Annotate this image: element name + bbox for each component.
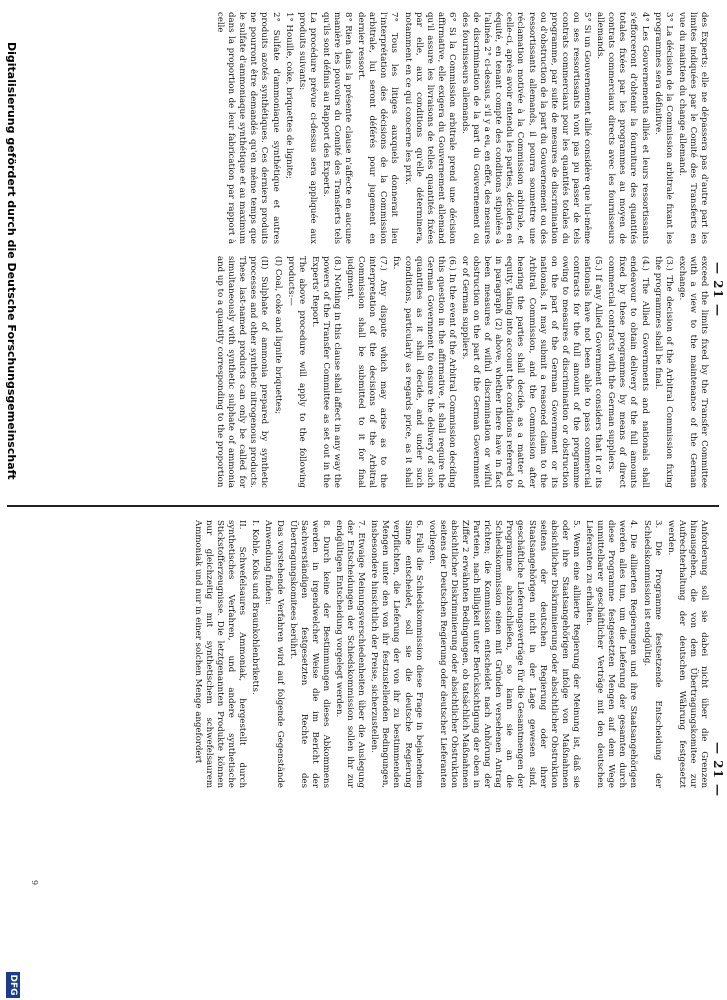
paragraph: 7. Etwaige Meinungsverschiedenheiten über die Auslegung der Entscheidungen der Schiedskommission sollen ihr zur endgültigen Entscheidung vorgelegt werden. — [334, 520, 367, 788]
page-number-left: — 21 — — [711, 262, 725, 318]
paragraph: (8.) Nothing in this clause shall affect in any way the powers of the Transfer Committee as set out in the Experts' Report. — [309, 256, 342, 488]
paragraph: 8° Rien dans la présente clause n'affecte en aucune manière les pouvoirs du Comité des Transferts tels qu'ils sont définis au Rapport des Experts. — [320, 12, 354, 244]
paragraph: 5. Wenn eine alliierte Regierung der Meinung ist, daß sie oder ihre Staatsangehörigen infolge von Maßnahmen absichtlicher Diskriminierung oder absichtlicher Obstruktion seitens der deutschen Regierung oder ihrer Staatsangehörigen nicht in der Lage gewesen sind, geschäftliche Lieferungsverträge für die Gesamtmengen der Programme abzuschließen, so kann sie an die Schiedskommission einen mit Gründen versehenen Antrag richten; die Kommission entscheidet nach Anhörung der Parteien, nach Billigkeit unter Berücksichtigung der oben in Ziffer 2 erwähnten Bedingungen, ob tatsächlich Maßnahmen absichtlicher Diskriminierung oder absichtlicher Obstruktion seitens der Deutschen Regierung oder deutscher Lieferanten vorliegen. — [426, 520, 581, 788]
paragraph: (3.) The decision of the Arbitral Commission fixing the programmes shall be final. — [652, 256, 674, 488]
paragraph: The above procedure will apply to the following products:— — [285, 256, 307, 488]
dfg-logo: DFG — [6, 972, 20, 998]
paragraph: 4. Die alliierten Regierungen und ihre Staatsangehörigen werden alles tun, um die Lieferung der gesamten durch diese Programme festgesetzten Mengen auf dem Wege unmittelbarer geschäftlicher Verträge mit den deutschen Lieferanten zu erhalten. — [584, 520, 639, 788]
paragraph: Anforderung soll sie dabei nicht über die Grenzen hinausgehen, die von dem Übertragungskomitee zur Aufrechterhaltung der deutschen Währung festgesetzt werden. — [665, 520, 709, 788]
paragraph: Das vorstehende Verfahren wird auf folgende Gegenstände Anwendung finden: — [263, 520, 285, 788]
german-column — [19, 520, 709, 788]
paragraph: 4° Les Gouvernements alliés et leurs ressortissants s'efforceront d'obtenir la fourniture des quantités totales fixées par les programmes au moyen de contrats commerciaux directs avec les fournisseurs allemands. — [595, 12, 650, 244]
paragraph: exceed the limits fixed by the Transfer Committee with a view to the maintenance of the German exchange. — [676, 256, 709, 488]
footer-strip — [0, 0, 22, 1000]
paragraph: 6. Falls die Schiedskommission diese Frage in bejahendem Sinne entscheidet, soll sie die deutsche Regierung verpflichten, die Lieferung der von ihr zu bestimmenden Mengen unter den von ihr festzustellenden Bedingungen, insbesondere hinsichtlich der Preise, sicherzustellen. — [369, 520, 424, 788]
paragraph: (7.) Any dispute which may arise as to the interpretation of the decisions of the Arbitral Commission shall be submitted to it for final judgment. — [345, 256, 389, 488]
margin-mark: 9 — [30, 880, 39, 886]
footer-text: Digitalisierung gefördert durch die Deutsche Forschungsgemeinschaft — [5, 42, 18, 480]
paragraph: 5° Si un Gouvernement allié considère que lui-même ou ses ressortissants n'ont pas pu passer de tels contrats commerciaux pour les quantités totales du programme, par suite de mesures de discrimination ou d'obstruction de la part du Gouvernement ou des ressortissants allemands, il pourra soumettre une réclamation motivée à la Commission arbitrale, et celle-ci, après avoir entendu les parties, décidera en équité, en tenant compte des conditions stipulées à l'alinéa 2° ci-dessus, s'il y a eu, en effet, des mesures de discrimination de la part du Gouvernement ou des fournisseurs allemands. — [460, 12, 593, 244]
paragraph: I. Kohle, Koks und Braunkohlenbriketts. — [250, 520, 261, 695]
paragraph: 1° Houille, coke, briquettes de lignite; — [283, 12, 294, 179]
paragraph: 8. Durch keine der Bestimmungen dieses Abkommens werden in irgendwelcher Weise die im Bericht der Sachverständigen festgesetzten Rechte des Übertragungskomitees berührt. — [287, 520, 331, 788]
paragraph: (II) Sulphate of ammonia prepared by synthetic processes and other synthetic nitrogenous products. These last-named products can only be called for simultaneously with synthetic sulphate of ammonia and up to a quantity corresponding to the proportion — [215, 256, 270, 488]
paragraph: 3° La décision de la Commission arbitrale fixant les programmes sera définitive. — [652, 12, 674, 244]
english-column — [19, 256, 709, 488]
page-number-right: — 21 — — [711, 742, 725, 798]
paragraph: 3. Die Programme festsetzende Entscheidung der Schiedskommission ist endgültig. — [641, 520, 663, 788]
french-column — [19, 12, 709, 244]
paragraph: 2° Sulfate d'ammoniaque synthétique et autres produits azotés synthétiques. Ces derniers produits ne pourront être demandés qu'en même temps que le sulfate d'ammoniaque synthétique et au maximum dans la proportion de leur fabrication par rapport à celle — [215, 12, 281, 244]
paragraph: (6.) In the event of the Arbitral Commission deciding this question in the affirmative, it shall require the German Government to ensure the delivery of such quantities as it shall decide, and under such conditions, particularly as regards price, as it shall fix. — [391, 256, 457, 488]
paragraph: 7° Tous les litiges auxquels donnerait lieu l'interprétation des décisions de la Commission arbitrale, lui seront déférés pour jugement en dernier ressort. — [356, 12, 400, 244]
paragraph: La procédure prévue ci-dessus sera appliquée aux produits suivants: — [296, 12, 318, 244]
paragraph: (I) Coal, coke and lignite briquettes; — [272, 256, 283, 415]
paragraph: (4.) The Allied Governments and nationals shall endeavour to obtain delivery of the full amounts fixed by these programmes by means of direct commercial contracts with the German suppliers. — [606, 256, 650, 488]
paragraph: des Experts; elle ne dépassera pas d'autre part les limites indiquées par le Comité des Transferts en vue du maintien du change allemand. — [676, 12, 709, 244]
paragraph: (5.) If any Allied Government considers that it or its nationals have not been able to pass commercial contracts for the full amount of the programme owing to measures of discrimination or obstruction on the part of the German Government or its nationals, it may submit a reasoned claim to the Arbitral Commission, and the Commission after hearing the parties shall decide, as a matter of equity, taking into account the conditions referred to in paragraph (2) above, whether there have in fact been measures of wilful discrimination or wilful obstruction on the part of the German Government or of German suppliers. — [460, 256, 604, 488]
paragraph: II. Schwefelsaures Ammoniak, hergestellt durch synthetisches Verfahren, und andere synthetische Stickstofferzeugnisse. Die letztgenannten Produkte können nur gleichzeitig mit synthetischem schwefelsaurem Ammoniak und nur in einer solchen Menge angefordert — [192, 520, 248, 788]
paragraph: 6° Si la Commission arbitrale prend une décision affirmative, elle exigera du Gouvernement allemand qu'il assure les livraisons de telles quantités fixées par elle, aux conditions qu'elle déterminera, notamment en ce qui concerne les prix. — [402, 12, 457, 244]
page-gutter — [7, 505, 719, 507]
